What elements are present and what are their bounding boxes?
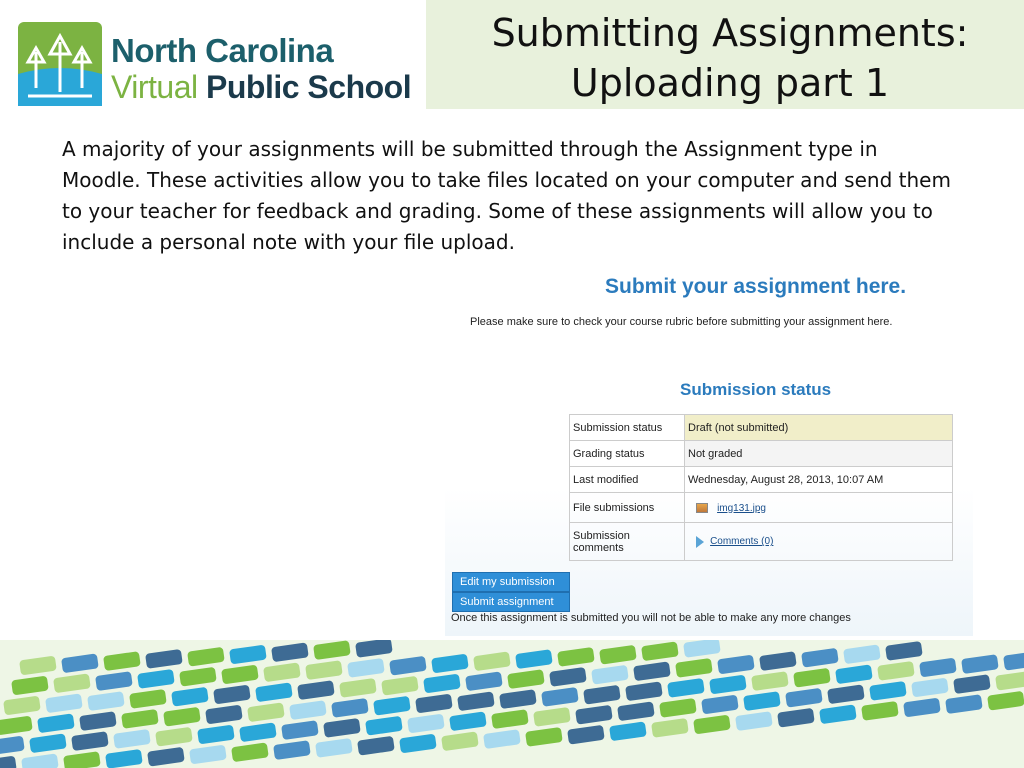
submission-status-heading: Submission status <box>680 380 832 399</box>
moodle-screenshot <box>445 265 973 636</box>
decorative-tile-band <box>0 640 1024 768</box>
table-row <box>570 467 953 493</box>
slide-title <box>440 8 1020 108</box>
row-label: Last modified <box>570 467 685 493</box>
rubric-note: Please make sure to check your course rubric before submitting your assignment here. <box>470 316 893 328</box>
row-value: Draft (not submitted) <box>685 415 953 441</box>
body-paragraph: A majority of your assignments will be submitted through the Assignment type in Moodle. These activities allow you to take files located on your computer and send them to your teacher for feedback and grading. Some of these assignments will allow you to include a personal note with your file upload. <box>62 137 951 254</box>
logo-text-line2 <box>111 70 411 104</box>
submit-heading: Submit your assignment here. <box>605 275 907 298</box>
row-label: Submission status <box>570 415 685 441</box>
submission-status-table <box>569 414 953 561</box>
row-label: File submissions <box>570 493 685 523</box>
table-row <box>570 523 953 561</box>
table-row <box>570 493 953 523</box>
header-band <box>0 0 1024 109</box>
row-value <box>685 493 953 523</box>
trees-icon <box>18 22 102 106</box>
comments-link[interactable]: Comments (0) <box>710 536 774 548</box>
logo-text-public-school: Public School <box>206 69 412 105</box>
submit-warning: Once this assignment is submitted you will not be able to make any more changes <box>451 612 851 624</box>
logo-text-virtual: Virtual <box>111 69 198 105</box>
image-file-icon <box>696 503 708 513</box>
decorative-tile <box>0 756 17 768</box>
logo-text-line1: North Carolina <box>111 32 334 69</box>
slide-title-line1: Submitting Assignments: <box>491 11 969 55</box>
row-value: Not graded <box>685 441 953 467</box>
row-label: Grading status <box>570 441 685 467</box>
file-link[interactable]: img131.jpg <box>717 502 766 514</box>
slide-title-line2: Uploading part 1 <box>570 61 890 105</box>
row-value <box>685 523 953 561</box>
row-label: Submission comments <box>570 523 685 561</box>
logo <box>0 0 426 109</box>
edit-submission-button[interactable]: Edit my submission <box>452 572 570 592</box>
table-row <box>570 441 953 467</box>
expand-triangle-icon[interactable] <box>696 536 704 548</box>
table-row <box>570 415 953 441</box>
submit-assignment-button[interactable]: Submit assignment <box>452 592 570 612</box>
row-value: Wednesday, August 28, 2013, 10:07 AM <box>685 467 953 493</box>
